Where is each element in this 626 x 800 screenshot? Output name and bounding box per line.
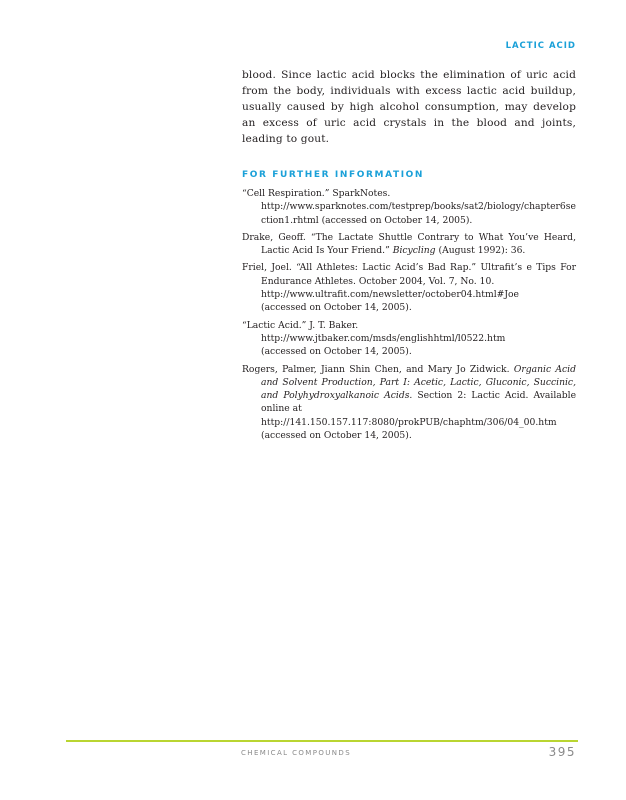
- reference-item: [242, 187, 576, 227]
- reference-url[interactable]: http://www.jtbaker.com/msds/englishhtml/l0522.htm: [261, 332, 506, 344]
- running-head: LACTIC ACID: [505, 41, 576, 51]
- reference-item: [242, 363, 576, 443]
- section-heading: FOR FURTHER INFORMATION: [242, 170, 425, 180]
- reference-text: “Lactic Acid.” J. T. Baker.: [242, 319, 359, 331]
- reference-text: “Cell Respiration.” SparkNotes.: [242, 188, 391, 199]
- reference-text: Drake, Geoff. “The Lactate Shuttle Contrary to What You’ve Heard, Lactic Acid Is Your Friend.”: [242, 231, 576, 257]
- reference-tail: (August 1992): 36.: [438, 245, 526, 257]
- reference-accessed: (accessed on October 14, 2005).: [321, 214, 473, 226]
- reference-title: Organic Acid and Solvent Production, Part I: Acetic, Lactic, Gluconic, Succinic, and Polyhydroxyalkanoic Acids.: [261, 363, 576, 402]
- footer-rule: [66, 740, 578, 742]
- intro-paragraph: blood. Since lactic acid blocks the elimination of uric acid from the body, individuals with excess lactic acid buildup, usually caused by high alcohol consumption, may develop an excess of uric acid crystals in the blood and joints, leading to gout.: [242, 69, 576, 145]
- main-content: [242, 67, 576, 446]
- reference-accessed: (accessed on October 14, 2005).: [261, 430, 412, 442]
- reference-text: Friel, Joel. “All Athletes: Lactic Acid’s Bad Rap.” Ultrafit’s e Tips For Endurance Athletes. October 2004, Vol. 7, No. 10.: [242, 262, 576, 287]
- footer-label: CHEMICAL COMPOUNDS: [241, 749, 352, 757]
- reference-url[interactable]: http://www.ultrafit.com/newsletter/october04.html#Joe: [261, 289, 519, 301]
- page-number: 395: [548, 745, 576, 759]
- reference-item: [242, 231, 576, 258]
- reference-list: [242, 187, 576, 442]
- reference-text: Rogers, Palmer, Jiann Shin Chen, and Mary Jo Zidwick.: [242, 363, 510, 375]
- reference-accessed: (accessed on October 14, 2005).: [261, 346, 412, 358]
- reference-title: Bicycling: [392, 245, 436, 257]
- reference-url[interactable]: http://141.150.157.117:8080/prokPUB/chaphtm/306/04_00.htm: [261, 416, 557, 428]
- reference-url[interactable]: http://www.sparknotes.com/testprep/books/sat2/biology/chapter6section1.rhtml: [261, 201, 576, 226]
- reference-item: [242, 261, 576, 314]
- reference-accessed: (accessed on October 14, 2005).: [261, 302, 412, 314]
- reference-item: [242, 319, 576, 359]
- reference-tail: Section 2: Lactic Acid. Available online at: [261, 390, 577, 415]
